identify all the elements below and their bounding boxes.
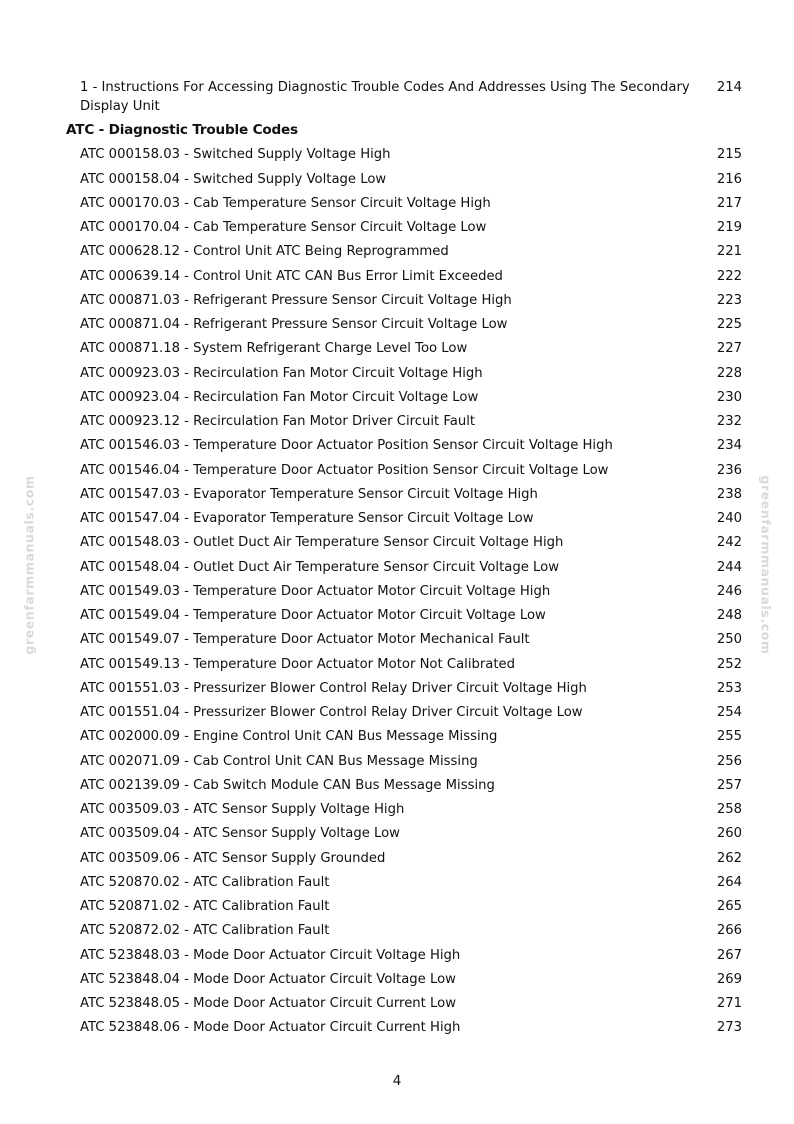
toc-entry-title: ATC 523848.04 - Mode Door Actuator Circuit Voltage Low: [80, 971, 456, 987]
toc-entry-title: ATC 001549.04 - Temperature Door Actuator Motor Circuit Voltage Low: [80, 608, 546, 623]
toc-entry-title: ATC 001546.03 - Temperature Door Actuator Position Sensor Circuit Voltage High: [80, 438, 613, 454]
toc-entry-page: 236: [716, 462, 742, 478]
section-heading[interactable]: [0, 119, 794, 143]
toc-entry[interactable]: [0, 798, 794, 822]
toc-entry[interactable]: [0, 653, 794, 677]
toc-entry-title: ATC 000158.03 - Switched Supply Voltage High: [80, 147, 391, 163]
toc-entry[interactable]: [0, 434, 794, 458]
toc-entry[interactable]: [0, 992, 794, 1016]
toc-entry-title: ATC 000158.04 - Switched Supply Voltage Low: [80, 171, 387, 187]
toc-entry[interactable]: [0, 483, 794, 507]
toc-entry-page: 217: [716, 195, 742, 211]
toc-entry-title: ATC 003509.06 - ATC Sensor Supply Grounded: [80, 850, 386, 866]
toc-entry[interactable]: [0, 337, 794, 361]
toc-entry[interactable]: [0, 774, 794, 798]
toc-entry-page: 262: [716, 850, 742, 866]
toc-entry-page: 232: [716, 414, 742, 429]
toc-entry-page: 265: [716, 899, 742, 914]
toc-entry[interactable]: [0, 1016, 794, 1040]
toc-entry-title: ATC 520871.02 - ATC Calibration Fault: [80, 899, 330, 914]
toc-entry[interactable]: [0, 968, 794, 992]
toc-entry[interactable]: [0, 725, 794, 749]
toc-entry-title: 1 - Instructions For Accessing Diagnostic Trouble Codes And Addresses Using The Secondary Display Unit: [80, 80, 690, 114]
toc-entry-title: ATC 523848.05 - Mode Door Actuator Circuit Current Low: [80, 996, 456, 1011]
toc-entry-page: 258: [716, 802, 742, 817]
toc-entry-title: ATC 000871.03 - Refrigerant Pressure Sensor Circuit Voltage High: [80, 292, 512, 308]
toc-entry-page: 230: [716, 389, 742, 405]
toc-entry-title: ATC 000628.12 - Control Unit ATC Being Reprogrammed: [80, 244, 449, 260]
watermark-right: greenfarmmanuals.com: [758, 475, 774, 655]
toc-entry-page: 228: [716, 365, 742, 381]
toc-entry-page: 214: [716, 80, 742, 95]
toc-entry[interactable]: [0, 531, 794, 555]
toc-entry[interactable]: [0, 362, 794, 386]
toc-entry[interactable]: [0, 628, 794, 652]
toc-entry-page: 227: [716, 341, 742, 357]
toc-entry-page: 256: [716, 753, 742, 769]
toc-entry-title: ATC 003509.03 - ATC Sensor Supply Voltage High: [80, 802, 405, 817]
toc-entry-page: 257: [716, 777, 742, 793]
toc-entry-page: 225: [716, 317, 742, 332]
toc-entry-page: 269: [716, 971, 742, 987]
toc-entry-page: 271: [716, 996, 742, 1011]
toc-entry[interactable]: [0, 919, 794, 943]
toc-entry-title: ATC 001549.07 - Temperature Door Actuator Motor Mechanical Fault: [80, 632, 530, 648]
toc-entry-title: ATC 000871.18 - System Refrigerant Charge Level Too Low: [80, 341, 468, 357]
toc-entry-page: 215: [716, 147, 742, 163]
toc-entry-title: ATC 523848.06 - Mode Door Actuator Circuit Current High: [80, 1020, 461, 1036]
toc-entry-title: ATC 001551.03 - Pressurizer Blower Control Relay Driver Circuit Voltage High: [80, 680, 587, 696]
toc-entry-title: ATC 520870.02 - ATC Calibration Fault: [80, 874, 330, 890]
toc-entry[interactable]: [0, 580, 794, 604]
toc-entry[interactable]: [0, 386, 794, 410]
watermark-left: greenfarmmanuals.com: [21, 475, 37, 655]
toc-entry[interactable]: [0, 677, 794, 701]
toc-entry[interactable]: [0, 76, 794, 119]
toc-entry-title: ATC 001549.03 - Temperature Door Actuator Motor Circuit Voltage High: [80, 583, 551, 599]
toc-entry-page: 222: [716, 268, 742, 284]
toc-entry-page: 219: [716, 220, 742, 235]
toc-entry-page: 273: [716, 1020, 742, 1036]
toc-entry[interactable]: [0, 143, 794, 167]
section-heading-title: ATC - Diagnostic Trouble Codes: [66, 122, 298, 138]
toc-entry-page: 238: [716, 486, 742, 502]
toc-entry[interactable]: [0, 410, 794, 434]
toc-entry[interactable]: [0, 750, 794, 774]
toc-entry-page: 252: [716, 656, 742, 672]
toc-entry-title: ATC 001548.03 - Outlet Duct Air Temperature Sensor Circuit Voltage High: [80, 535, 564, 551]
page-number: 4: [392, 1073, 402, 1089]
table-of-contents: [0, 76, 794, 1041]
toc-entry-title: ATC 002139.09 - Cab Switch Module CAN Bus Message Missing: [80, 777, 495, 793]
toc-entry-page: 216: [716, 171, 742, 187]
toc-entry-page: 254: [716, 705, 742, 720]
toc-entry-page: 223: [716, 292, 742, 308]
toc-entry-title: ATC 000923.03 - Recirculation Fan Motor Circuit Voltage High: [80, 365, 483, 381]
toc-entry[interactable]: [0, 240, 794, 264]
toc-entry-page: 244: [716, 559, 742, 575]
toc-entry-page: 255: [716, 729, 742, 745]
toc-entry[interactable]: [0, 289, 794, 313]
toc-entry-page: 248: [716, 608, 742, 623]
toc-entry-page: 267: [716, 947, 742, 963]
toc-entry-title: ATC 000923.04 - Recirculation Fan Motor Circuit Voltage Low: [80, 389, 479, 405]
toc-entry-title: ATC 001547.03 - Evaporator Temperature Sensor Circuit Voltage High: [80, 486, 538, 502]
toc-entry-title: ATC 002000.09 - Engine Control Unit CAN Bus Message Missing: [80, 729, 498, 745]
toc-entry-page: 234: [716, 438, 742, 454]
toc-entry[interactable]: [0, 847, 794, 871]
toc-entry[interactable]: [0, 895, 794, 919]
toc-entry-title: ATC 520872.02 - ATC Calibration Fault: [80, 923, 330, 939]
toc-entry-page: 264: [716, 874, 742, 890]
toc-entry-title: ATC 001549.13 - Temperature Door Actuator Motor Not Calibrated: [80, 656, 516, 672]
toc-entry-title: ATC 000871.04 - Refrigerant Pressure Sensor Circuit Voltage Low: [80, 317, 508, 332]
toc-entry-title: ATC 000923.12 - Recirculation Fan Motor Driver Circuit Fault: [80, 414, 476, 429]
toc-entry-title: ATC 523848.03 - Mode Door Actuator Circuit Voltage High: [80, 947, 461, 963]
toc-entry-page: 240: [716, 511, 742, 526]
toc-entry[interactable]: [0, 822, 794, 846]
toc-entry-page: 253: [716, 680, 742, 696]
toc-entry[interactable]: [0, 604, 794, 628]
toc-entry-list: [0, 143, 794, 1040]
toc-entry[interactable]: [0, 192, 794, 216]
toc-entry[interactable]: [0, 313, 794, 337]
toc-entry[interactable]: [0, 507, 794, 531]
toc-entry[interactable]: [0, 701, 794, 725]
toc-entry-page: 242: [716, 535, 742, 551]
toc-entry-page: 250: [716, 632, 742, 648]
toc-entry[interactable]: [0, 556, 794, 580]
toc-entry-title: ATC 000170.04 - Cab Temperature Sensor Circuit Voltage Low: [80, 220, 487, 235]
toc-entry[interactable]: [0, 459, 794, 483]
toc-entry[interactable]: [0, 216, 794, 240]
toc-entry-page: 260: [716, 826, 742, 842]
toc-entry-page: 246: [716, 583, 742, 599]
toc-entry-title: ATC 000639.14 - Control Unit ATC CAN Bus Error Limit Exceeded: [80, 268, 503, 284]
toc-entry-page: 221: [716, 244, 742, 260]
toc-entry[interactable]: [0, 265, 794, 289]
toc-entry[interactable]: [0, 944, 794, 968]
toc-entry-title: ATC 001548.04 - Outlet Duct Air Temperature Sensor Circuit Voltage Low: [80, 559, 559, 575]
toc-entry-title: ATC 001547.04 - Evaporator Temperature Sensor Circuit Voltage Low: [80, 511, 534, 526]
toc-entry-title: ATC 002071.09 - Cab Control Unit CAN Bus Message Missing: [80, 753, 478, 769]
toc-entry-title: ATC 000170.03 - Cab Temperature Sensor Circuit Voltage High: [80, 195, 491, 211]
toc-entry-page: 266: [716, 923, 742, 939]
toc-entry[interactable]: [0, 168, 794, 192]
toc-entry-title: ATC 001551.04 - Pressurizer Blower Control Relay Driver Circuit Voltage Low: [80, 705, 583, 720]
toc-entry[interactable]: [0, 871, 794, 895]
toc-entry-title: ATC 001546.04 - Temperature Door Actuator Position Sensor Circuit Voltage Low: [80, 462, 609, 478]
toc-entry-title: ATC 003509.04 - ATC Sensor Supply Voltage Low: [80, 826, 400, 842]
